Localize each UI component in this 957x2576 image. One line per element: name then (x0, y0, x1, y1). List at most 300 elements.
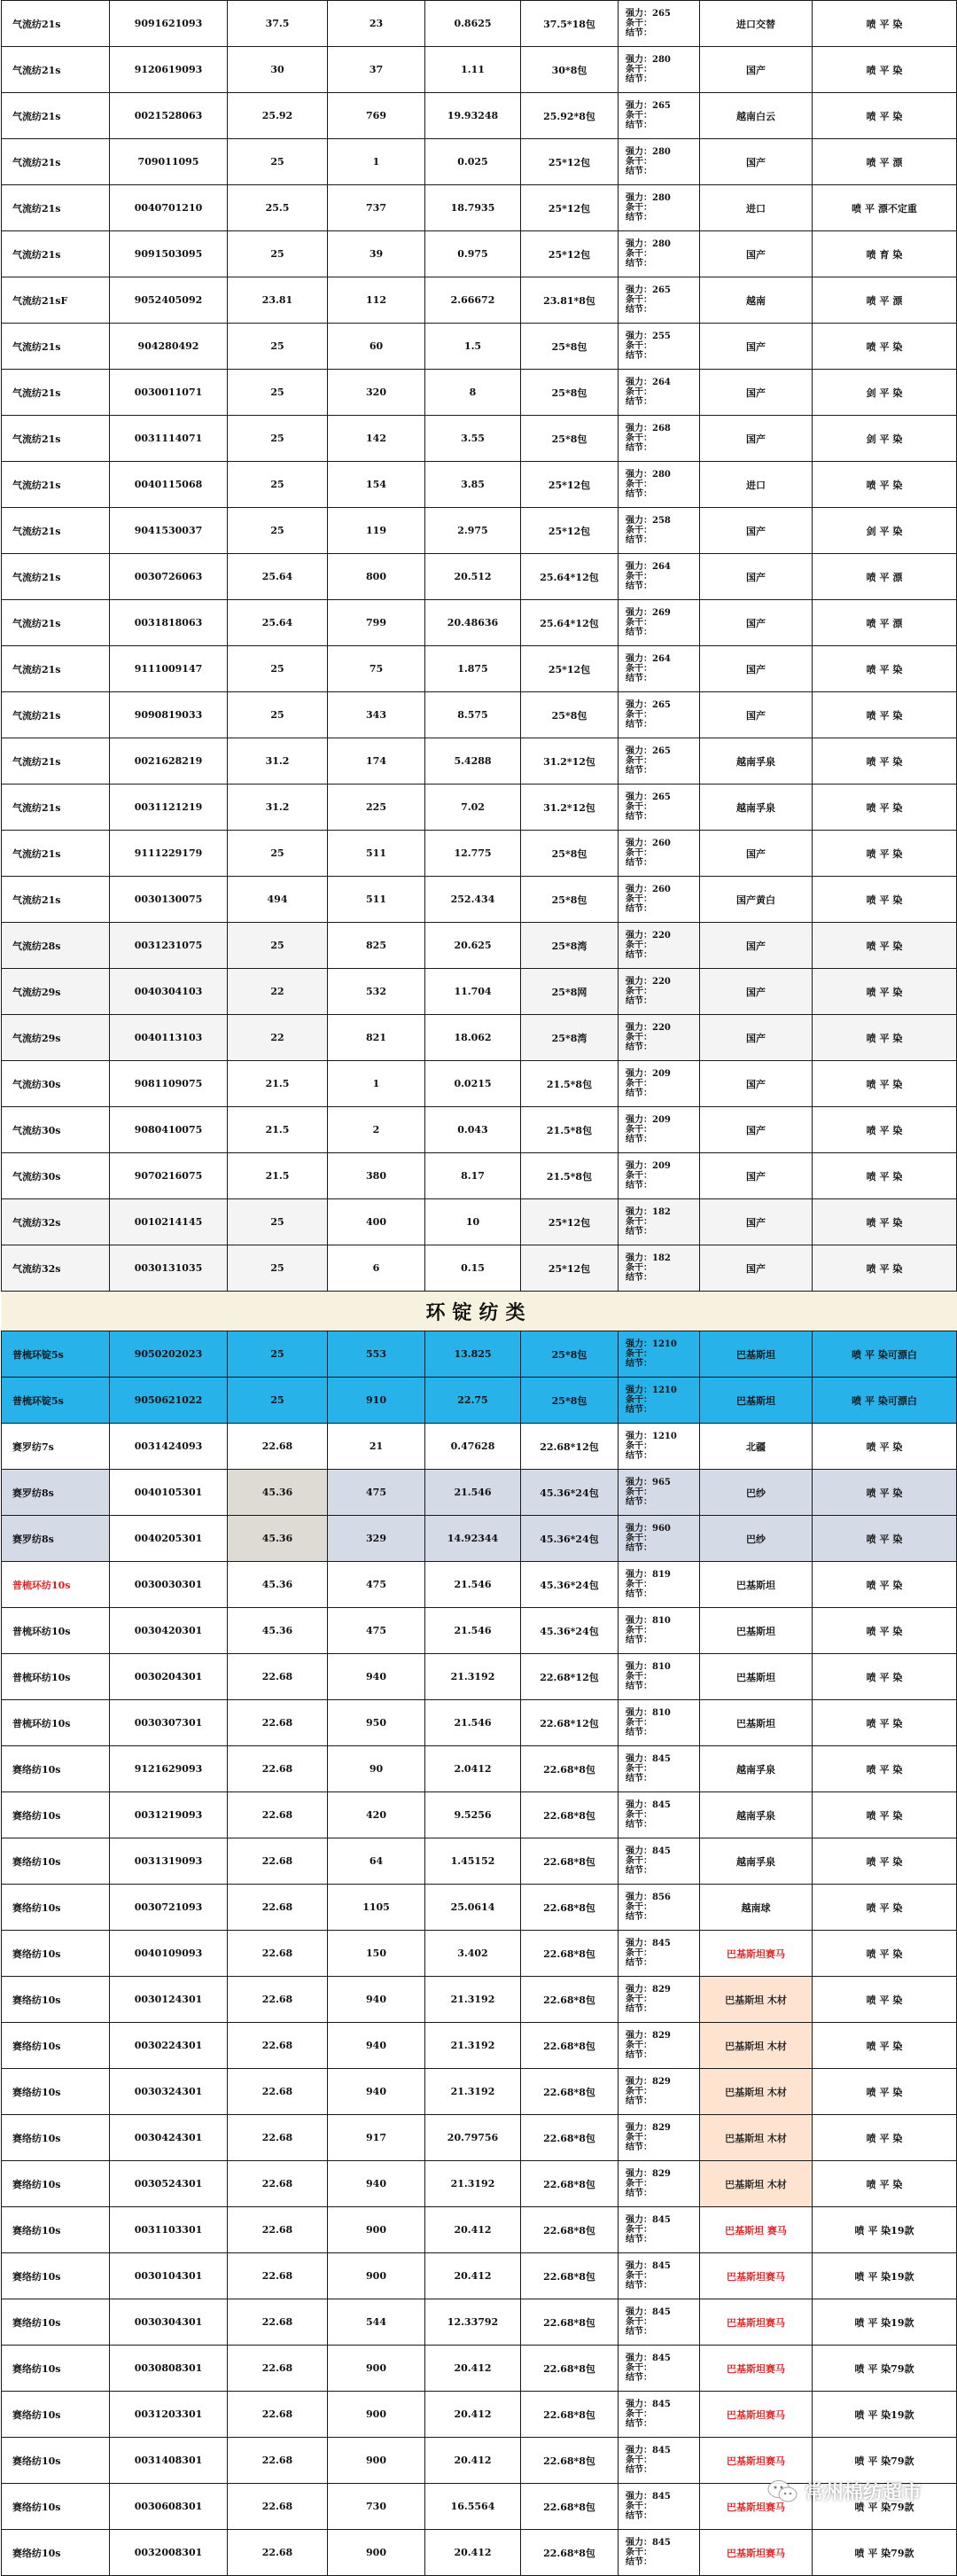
tonnage-cell: 21.546 (425, 1608, 521, 1654)
batch-code-cell: 9052405092 (110, 277, 228, 324)
package-weight-cell: 30 (228, 47, 328, 93)
tonnage-cell: 0.975 (425, 231, 521, 277)
table-row (2, 1153, 957, 1199)
tonnage-cell: 18.062 (425, 1015, 521, 1061)
spec-cell (619, 1378, 700, 1424)
tonnage-cell: 0.47628 (425, 1424, 521, 1470)
spec-line: 条干： (626, 1441, 652, 1451)
table-row (2, 2346, 957, 2392)
yarn-name-cell: 气流纺30s (2, 1153, 110, 1199)
usage-cell: 喷 平 染 (813, 324, 957, 370)
spec-line: 条干： (626, 1125, 652, 1135)
spec-cell (619, 1654, 700, 1700)
quantity-cell: 553 (328, 1331, 425, 1378)
spec-line: 条干： (626, 848, 652, 858)
usage-cell: 剑 平 染 (813, 416, 957, 462)
origin-cell: 国产 (700, 831, 813, 877)
packing-cell: 25*8包 (521, 370, 619, 416)
spec-line: 强力：829 (626, 2077, 671, 2087)
spec-line: 强力：265 (626, 285, 671, 295)
package-weight-cell: 25.64 (228, 600, 328, 646)
yarn-name-cell: 气流纺32s (2, 1245, 110, 1292)
packing-cell: 22.68*8包 (521, 2115, 619, 2161)
quantity-cell: 799 (328, 600, 425, 646)
spec-line: 结节： (626, 1682, 652, 1691)
spec-line: 结节： (626, 1273, 652, 1283)
spec-line: 结节： (626, 2465, 652, 2475)
yarn-name-cell: 赛络纺10s (2, 2530, 110, 2576)
quantity-cell: 940 (328, 2023, 425, 2069)
spec-cell (619, 1608, 700, 1654)
packing-cell: 22.68*8包 (521, 2392, 619, 2438)
usage-cell: 剑 平 染 (813, 508, 957, 554)
table-row (2, 1107, 957, 1153)
tonnage-cell: 1.11 (425, 47, 521, 93)
batch-code-cell: 0030726063 (110, 554, 228, 600)
package-weight-cell: 25 (228, 692, 328, 738)
origin-cell: 巴基斯坦 (700, 1608, 813, 1654)
inventory-table (1, 0, 957, 2576)
quantity-cell: 75 (328, 646, 425, 692)
table-row (2, 1245, 957, 1292)
usage-cell: 喷 平 染 (813, 785, 957, 831)
spec-cell (619, 462, 700, 508)
usage-cell: 喷 平 染 (813, 462, 957, 508)
spec-line: 结节： (626, 766, 652, 776)
table-row (2, 1061, 957, 1107)
quantity-cell: 21 (328, 1424, 425, 1470)
table-row (2, 231, 957, 277)
spec-line: 强力：845 (626, 2354, 671, 2363)
spec-line: 条干： (626, 1171, 652, 1181)
package-weight-cell: 31.2 (228, 785, 328, 831)
table-row (2, 1015, 957, 1061)
origin-cell: 巴基斯坦赛马 (700, 2299, 813, 2346)
batch-code-cell: 0040205301 (110, 1516, 228, 1562)
spec-line: 强力：845 (626, 2400, 671, 2409)
quantity-cell: 940 (328, 1977, 425, 2023)
spec-cell (619, 2530, 700, 2576)
batch-code-cell: 0040304103 (110, 969, 228, 1015)
spec-line: 结节： (626, 305, 652, 315)
package-weight-cell: 22.68 (228, 2115, 328, 2161)
tonnage-cell: 3.85 (425, 462, 521, 508)
quantity-cell: 39 (328, 231, 425, 277)
packing-cell: 25*12包 (521, 185, 619, 231)
spec-line: 结节： (626, 397, 652, 407)
quantity-cell: 737 (328, 185, 425, 231)
batch-code-cell: 0030424301 (110, 2115, 228, 2161)
tonnage-cell: 21.3192 (425, 2069, 521, 2115)
spec-line: 结节： (626, 1774, 652, 1784)
yarn-name-cell: 赛罗纺8s (2, 1516, 110, 1562)
spec-line: 条干： (626, 2502, 652, 2511)
package-weight-cell: 45.36 (228, 1516, 328, 1562)
spec-line: 条干： (626, 710, 652, 720)
table-row (2, 139, 957, 185)
package-weight-cell: 25 (228, 508, 328, 554)
spec-line: 结节： (626, 1497, 652, 1507)
spec-line: 结节： (626, 1728, 652, 1737)
yarn-name-cell: 普梳环纺10s (2, 1608, 110, 1654)
spec-line: 结节： (626, 2189, 652, 2198)
packing-cell: 25.92*8包 (521, 93, 619, 139)
origin-cell: 国产 (700, 692, 813, 738)
packing-cell: 25*8包 (521, 324, 619, 370)
quantity-cell: 475 (328, 1470, 425, 1516)
spec-cell (619, 2438, 700, 2484)
yarn-name-cell: 气流纺32s (2, 1199, 110, 1245)
origin-cell: 巴基斯坦赛马 (700, 2253, 813, 2299)
package-weight-cell: 45.36 (228, 1562, 328, 1608)
origin-cell: 国产 (700, 139, 813, 185)
yarn-name-cell: 普梳环纺10s (2, 1562, 110, 1608)
table-row (2, 785, 957, 831)
origin-cell: 巴基斯坦 (700, 1654, 813, 1700)
packing-cell: 25*12包 (521, 462, 619, 508)
table-row (2, 1654, 957, 1700)
quantity-cell: 950 (328, 1700, 425, 1746)
origin-cell: 巴基斯坦赛马 (700, 1931, 813, 1977)
spec-line: 条干： (626, 756, 652, 766)
usage-cell: 喷 平 染 (813, 1885, 957, 1931)
spec-line: 条干： (626, 2409, 652, 2419)
tonnage-cell: 3.55 (425, 416, 521, 462)
package-weight-cell: 25 (228, 139, 328, 185)
usage-cell: 喷 平 漂 (813, 277, 957, 324)
package-weight-cell: 25 (228, 831, 328, 877)
yarn-name-cell: 普梳环锭5s (2, 1331, 110, 1378)
spec-line: 条干： (626, 894, 652, 904)
quantity-cell: 730 (328, 2484, 425, 2530)
spec-line: 强力：280 (626, 55, 671, 65)
origin-cell: 国产 (700, 1015, 813, 1061)
batch-code-cell: 9091503095 (110, 231, 228, 277)
quantity-cell: 544 (328, 2299, 425, 2346)
yarn-name-cell: 气流纺21s (2, 462, 110, 508)
yarn-name-cell: 赛络纺10s (2, 1931, 110, 1977)
package-weight-cell: 25.92 (228, 93, 328, 139)
spec-line: 结节： (626, 1359, 652, 1369)
yarn-name-cell: 赛络纺10s (2, 2207, 110, 2253)
spec-line: 强力：260 (626, 839, 671, 848)
package-weight-cell: 22.68 (228, 2484, 328, 2530)
usage-cell: 喷 平 染 (813, 1015, 957, 1061)
yarn-name-cell: 赛络纺10s (2, 1792, 110, 1838)
tonnage-cell: 25.0614 (425, 1885, 521, 1931)
spec-line: 结节： (626, 2557, 652, 2567)
usage-cell: 喷 平 染 (813, 738, 957, 785)
origin-cell: 巴基斯坦 (700, 1562, 813, 1608)
spec-cell (619, 1838, 700, 1885)
batch-code-cell: 0031231075 (110, 923, 228, 969)
batch-code-cell: 0030608301 (110, 2484, 228, 2530)
usage-cell: 喷 平 染19款 (813, 2299, 957, 2346)
spec-line: 强力：280 (626, 193, 671, 203)
quantity-cell: 420 (328, 1792, 425, 1838)
package-weight-cell: 25.64 (228, 554, 328, 600)
batch-code-cell: 9111229179 (110, 831, 228, 877)
quantity-cell: 900 (328, 2392, 425, 2438)
package-weight-cell: 22.68 (228, 2438, 328, 2484)
spec-line: 强力：845 (626, 2261, 671, 2271)
spec-line: 条干： (626, 1856, 652, 1866)
package-weight-cell: 494 (228, 877, 328, 923)
table-row (2, 877, 957, 923)
tonnage-cell: 21.3192 (425, 2023, 521, 2069)
origin-cell: 巴基斯坦赛马 (700, 2530, 813, 2576)
quantity-cell: 343 (328, 692, 425, 738)
spec-line: 强力：265 (626, 792, 671, 802)
spec-line: 强力：265 (626, 746, 671, 756)
spec-cell (619, 969, 700, 1015)
packing-cell: 25*12包 (521, 231, 619, 277)
spec-cell (619, 1700, 700, 1746)
spec-cell (619, 2484, 700, 2530)
usage-cell: 喷 平 染 (813, 1153, 957, 1199)
packing-cell: 25*8湾 (521, 1015, 619, 1061)
spec-cell (619, 554, 700, 600)
spec-line: 条干： (626, 1217, 652, 1227)
packing-cell: 22.68*8包 (521, 1931, 619, 1977)
spec-cell (619, 1245, 700, 1292)
table-row (2, 93, 957, 139)
spec-cell (619, 1424, 700, 1470)
spec-line: 结节： (626, 582, 652, 591)
spec-cell (619, 692, 700, 738)
spec-line: 条干： (626, 1033, 652, 1042)
spec-line: 强力：220 (626, 977, 671, 987)
origin-cell: 巴基斯坦 赛马 (700, 2207, 813, 2253)
yarn-name-cell: 普梳环锭5s (2, 1378, 110, 1424)
spec-line: 条干： (626, 1672, 652, 1682)
usage-cell: 喷 平 染 (813, 692, 957, 738)
spec-cell (619, 1977, 700, 2023)
spec-line: 结节： (626, 1089, 652, 1098)
spec-cell (619, 1153, 700, 1199)
spec-line: 结节： (626, 628, 652, 637)
spec-line: 结节： (626, 1181, 652, 1190)
spec-line: 结节： (626, 2050, 652, 2060)
table-row (2, 1378, 957, 1424)
table-body (2, 1, 957, 2576)
package-weight-cell: 25 (228, 1378, 328, 1424)
packing-cell: 22.68*8包 (521, 2023, 619, 2069)
batch-code-cell: 0030808301 (110, 2346, 228, 2392)
spec-line: 条干： (626, 618, 652, 628)
packing-cell: 22.68*12包 (521, 1700, 619, 1746)
spec-cell (619, 416, 700, 462)
spec-cell (619, 1, 700, 47)
yarn-name-cell: 气流纺21s (2, 324, 110, 370)
tonnage-cell: 20.512 (425, 554, 521, 600)
package-weight-cell: 25 (228, 231, 328, 277)
tonnage-cell: 21.546 (425, 1700, 521, 1746)
table-row (2, 462, 957, 508)
tonnage-cell: 0.8625 (425, 1, 521, 47)
spec-line: 强力：260 (626, 885, 671, 894)
spec-line: 结节： (626, 858, 652, 868)
origin-cell: 国产 (700, 646, 813, 692)
spec-line: 条干： (626, 1487, 652, 1497)
spec-line: 条干： (626, 1902, 652, 1912)
usage-cell: 喷 平 染 (813, 646, 957, 692)
table-row (2, 738, 957, 785)
spec-cell (619, 1931, 700, 1977)
package-weight-cell: 22.68 (228, 2023, 328, 2069)
origin-cell: 国产 (700, 600, 813, 646)
packing-cell: 25.64*12包 (521, 554, 619, 600)
spec-line: 结节： (626, 720, 652, 730)
batch-code-cell: 709011095 (110, 139, 228, 185)
spec-line: 强力：1210 (626, 1432, 677, 1441)
table-row (2, 370, 957, 416)
usage-cell: 喷 平 染 (813, 1061, 957, 1107)
tonnage-cell: 1.5 (425, 324, 521, 370)
spec-line: 条干： (626, 2455, 652, 2465)
yarn-name-cell: 赛络纺10s (2, 2438, 110, 2484)
yarn-name-cell: 赛络纺10s (2, 2392, 110, 2438)
packing-cell: 31.2*12包 (521, 738, 619, 785)
tonnage-cell: 0.0215 (425, 1061, 521, 1107)
origin-cell: 国产 (700, 1245, 813, 1292)
spec-line: 条干： (626, 526, 652, 535)
tonnage-cell: 0.15 (425, 1245, 521, 1292)
quantity-cell: 900 (328, 2346, 425, 2392)
package-weight-cell: 22.68 (228, 1931, 328, 1977)
quantity-cell: 900 (328, 2438, 425, 2484)
spec-line: 条干： (626, 2363, 652, 2373)
usage-cell: 喷 平 染 (813, 1562, 957, 1608)
spec-cell (619, 2023, 700, 2069)
spec-line: 结节： (626, 443, 652, 453)
packing-cell: 45.36*24包 (521, 1516, 619, 1562)
spec-line: 结节： (626, 213, 652, 222)
package-weight-cell: 22.68 (228, 2299, 328, 2346)
spec-cell (619, 324, 700, 370)
table-row (2, 185, 957, 231)
usage-cell: 喷 平 染 (813, 1792, 957, 1838)
package-weight-cell: 25 (228, 1331, 328, 1378)
yarn-name-cell: 赛络纺10s (2, 2484, 110, 2530)
packing-cell: 22.68*8包 (521, 2253, 619, 2299)
quantity-cell: 900 (328, 2530, 425, 2576)
batch-code-cell: 0030224301 (110, 2023, 228, 2069)
spec-line: 结节： (626, 2373, 652, 2383)
package-weight-cell: 25 (228, 462, 328, 508)
spec-line: 条干： (626, 1534, 652, 1543)
batch-code-cell: 0030030301 (110, 1562, 228, 1608)
spec-line: 结节： (626, 1135, 652, 1144)
batch-code-cell: 9080410075 (110, 1107, 228, 1153)
batch-code-cell: 9091621093 (110, 1, 228, 47)
yarn-name-cell: 气流纺21s (2, 554, 110, 600)
spec-line: 结节： (626, 167, 652, 176)
yarn-name-cell: 气流纺21s (2, 47, 110, 93)
spec-line: 条干： (626, 572, 652, 582)
batch-code-cell: 0030304301 (110, 2299, 228, 2346)
package-weight-cell: 25 (228, 646, 328, 692)
usage-cell: 喷 平 染79款 (813, 2346, 957, 2392)
origin-cell: 越南孚泉 (700, 1838, 813, 1885)
spec-cell (619, 185, 700, 231)
spec-line: 条干： (626, 295, 652, 305)
spec-line: 强力：280 (626, 147, 671, 157)
spec-line: 强力：264 (626, 378, 671, 387)
table-row (2, 47, 957, 93)
origin-cell: 巴基斯坦赛马 (700, 2484, 813, 2530)
quantity-cell: 142 (328, 416, 425, 462)
yarn-name-cell: 气流纺21s (2, 692, 110, 738)
quantity-cell: 329 (328, 1516, 425, 1562)
quantity-cell: 940 (328, 2069, 425, 2115)
tonnage-cell: 20.412 (425, 2530, 521, 2576)
tonnage-cell: 0.043 (425, 1107, 521, 1153)
spec-line: 条干： (626, 2317, 652, 2327)
tonnage-cell: 1.45152 (425, 1838, 521, 1885)
table-row (2, 1516, 957, 1562)
spec-cell (619, 1199, 700, 1245)
table-row (2, 2438, 957, 2484)
package-weight-cell: 25.5 (228, 185, 328, 231)
spec-cell (619, 2392, 700, 2438)
yarn-name-cell: 气流纺21s (2, 416, 110, 462)
packing-cell: 37.5*18包 (521, 1, 619, 47)
spec-cell (619, 1885, 700, 1931)
spec-line: 强力：845 (626, 2215, 671, 2225)
spec-line: 强力：255 (626, 332, 671, 341)
table-row (2, 1, 957, 47)
spec-line: 结节： (626, 74, 652, 84)
origin-cell: 国产 (700, 554, 813, 600)
packing-cell: 25*8包 (521, 831, 619, 877)
quantity-cell: 380 (328, 1153, 425, 1199)
yarn-name-cell: 气流纺28s (2, 923, 110, 969)
usage-cell: 喷 平 染 (813, 1424, 957, 1470)
package-weight-cell: 21.5 (228, 1061, 328, 1107)
quantity-cell: 6 (328, 1245, 425, 1292)
quantity-cell: 900 (328, 2207, 425, 2253)
origin-cell: 巴基斯坦 (700, 1378, 813, 1424)
tonnage-cell: 21.3192 (425, 1654, 521, 1700)
spec-line: 条干： (626, 2548, 652, 2557)
table-row (2, 2161, 957, 2207)
package-weight-cell: 22 (228, 969, 328, 1015)
package-weight-cell: 22.68 (228, 1792, 328, 1838)
watermark-text: 常州棉纺超市 (804, 2482, 922, 2504)
package-weight-cell: 22 (228, 1015, 328, 1061)
spec-line: 结节： (626, 489, 652, 499)
spec-line: 结节： (626, 1635, 652, 1645)
spec-line: 强力：268 (626, 424, 671, 433)
spec-cell (619, 2161, 700, 2207)
packing-cell: 22.68*8包 (521, 2484, 619, 2530)
origin-cell: 巴基斯坦 木材 (700, 2023, 813, 2069)
tonnage-cell: 21.3192 (425, 2161, 521, 2207)
table-row (2, 1931, 957, 1977)
spec-line: 强力：845 (626, 2446, 671, 2455)
yarn-name-cell: 气流纺29s (2, 1015, 110, 1061)
spec-line: 条干： (626, 1263, 652, 1273)
spec-line: 强力：829 (626, 2169, 671, 2179)
spec-line: 强力：845 (626, 1939, 671, 1948)
spec-line: 结节： (626, 535, 652, 545)
spec-line: 结节： (626, 2419, 652, 2429)
origin-cell: 巴基斯坦 木材 (700, 2069, 813, 2115)
package-weight-cell: 25 (228, 370, 328, 416)
yarn-name-cell: 气流纺29s (2, 969, 110, 1015)
packing-cell: 22.68*8包 (521, 2161, 619, 2207)
